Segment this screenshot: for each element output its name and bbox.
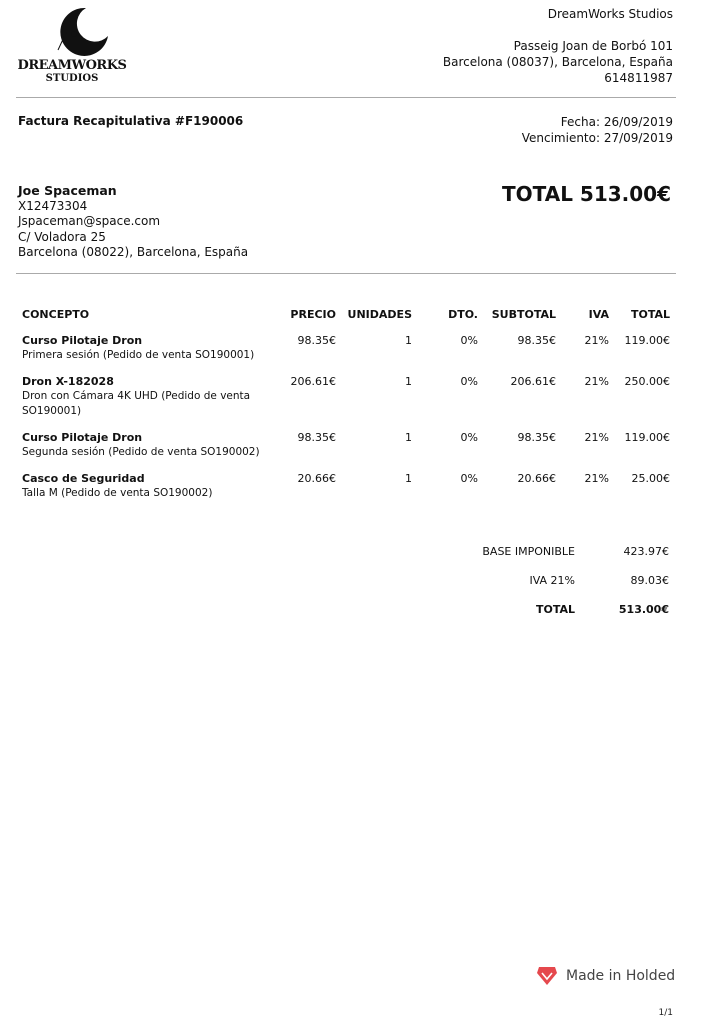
table-row <box>22 471 670 512</box>
item-name: Curso Pilotaje Dron <box>22 334 143 347</box>
item-description: Primera sesión (Pedido de venta SO190001) <box>22 349 255 361</box>
company-logo <box>16 6 128 86</box>
company-address-line2: Barcelona (08037), Barcelona, España <box>442 55 673 69</box>
item-subtotal: 98.35€ <box>517 334 556 347</box>
client-city: Barcelona (08022), Barcelona, España <box>18 245 249 259</box>
item-name: Casco de Seguridad <box>22 472 145 485</box>
holded-brand[interactable] <box>536 966 675 986</box>
item-units: 1 <box>405 472 412 485</box>
item-price: 98.35€ <box>297 431 336 444</box>
item-units: 1 <box>405 334 412 347</box>
iva-value: 89.03€ <box>630 574 669 587</box>
item-subtotal: 206.61€ <box>510 375 556 388</box>
summary-row-iva <box>482 574 669 603</box>
invoice-date: Fecha: 26/09/2019 <box>560 115 673 129</box>
col-header-total: TOTAL <box>630 308 670 321</box>
iva-label: IVA 21% <box>529 574 575 587</box>
item-iva: 21% <box>584 334 609 347</box>
company-address-line1: Passeig Joan de Borbó 101 <box>513 39 673 53</box>
holded-logo-icon <box>536 966 558 986</box>
client-divider <box>16 273 676 274</box>
col-header-iva: IVA <box>588 308 609 321</box>
col-header-dto: DTO. <box>448 308 478 321</box>
invoice-total: TOTAL 513.00€ <box>501 182 671 206</box>
item-iva: 21% <box>584 431 609 444</box>
table-header-row <box>22 308 670 333</box>
items-table <box>22 308 670 512</box>
company-info <box>443 6 673 86</box>
invoice-title: Factura Recapitulativa #F190006 <box>18 114 244 128</box>
item-subtotal: 98.35€ <box>517 431 556 444</box>
invoice-dates <box>522 114 673 146</box>
client-name: Joe Spaceman <box>18 183 117 198</box>
item-price: 206.61€ <box>290 375 336 388</box>
item-subtotal: 20.66€ <box>517 472 556 485</box>
item-discount: 0% <box>460 472 478 485</box>
col-header-unidades: UNIDADES <box>347 308 412 321</box>
client-street: C/ Voladora 25 <box>18 229 106 244</box>
item-total: 119.00€ <box>624 431 670 444</box>
summary-row-total <box>482 603 669 632</box>
item-name: Dron X-182028 <box>22 375 114 388</box>
item-description: Segunda sesión (Pedido de venta SO190002) <box>22 446 260 458</box>
header-divider <box>16 97 676 98</box>
item-iva: 21% <box>584 375 609 388</box>
base-label: BASE IMPONIBLE <box>482 545 575 558</box>
item-units: 1 <box>405 431 412 444</box>
company-phone: 614811987 <box>604 71 673 85</box>
col-header-concepto: CONCEPTO <box>22 308 90 321</box>
item-price: 98.35€ <box>297 334 336 347</box>
item-discount: 0% <box>460 375 478 388</box>
page-number: 1/1 <box>658 1008 673 1018</box>
item-total: 250.00€ <box>624 375 670 388</box>
item-discount: 0% <box>460 431 478 444</box>
company-name: DreamWorks Studios <box>547 7 673 21</box>
logo-wordmark: DREAMWORKS <box>17 58 127 73</box>
logo-subtitle: STUDIOS <box>45 73 99 84</box>
item-units: 1 <box>405 375 412 388</box>
item-description: Dron con Cámara 4K UHD (Pedido de venta SO190001) <box>22 390 251 417</box>
col-header-precio: PRECIO <box>290 308 336 321</box>
item-total: 119.00€ <box>624 334 670 347</box>
total-label: TOTAL <box>535 603 575 616</box>
table-row <box>22 333 670 374</box>
total-value: 513.00€ <box>618 603 669 616</box>
col-header-subtotal: SUBTOTAL <box>491 308 556 321</box>
item-name: Curso Pilotaje Dron <box>22 431 143 444</box>
item-total: 25.00€ <box>631 472 670 485</box>
holded-brand-label: Made in Holded <box>566 968 676 984</box>
base-value: 423.97€ <box>623 545 669 558</box>
invoice-due-date: Vencimiento: 27/09/2019 <box>521 131 673 145</box>
client-id: X12473304 <box>18 198 88 213</box>
client-info <box>18 183 248 261</box>
item-discount: 0% <box>460 334 478 347</box>
item-description: Talla M (Pedido de venta SO190002) <box>22 487 213 499</box>
client-email: Jspaceman@space.com <box>18 214 161 228</box>
totals-summary <box>482 545 669 632</box>
item-price: 20.66€ <box>297 472 336 485</box>
item-iva: 21% <box>584 472 609 485</box>
moon-fisher-icon <box>52 6 110 56</box>
summary-row-base <box>482 545 669 574</box>
table-row <box>22 374 670 430</box>
table-row <box>22 430 670 471</box>
